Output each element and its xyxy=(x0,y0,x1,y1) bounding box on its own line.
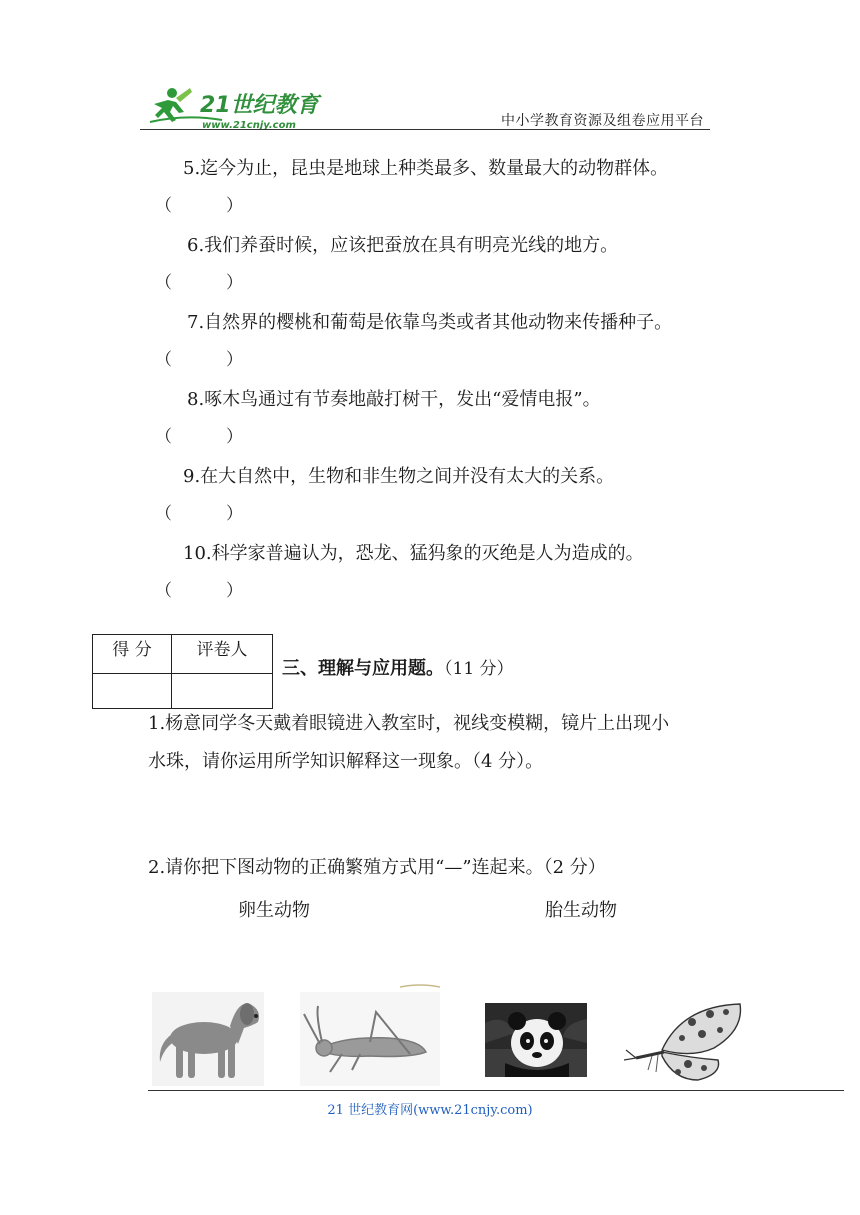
decorative-mark xyxy=(400,983,440,989)
answer-blank-10[interactable]: （ ） xyxy=(155,581,244,601)
answer-blank-9[interactable]: （ ） xyxy=(155,504,244,524)
question-1-line-1: 1.杨意同学冬天戴着眼镜进入教室时，视线变模糊，镜片上出现小 xyxy=(148,713,670,734)
section-title-text: 三、理解与应用题。 xyxy=(282,658,444,679)
label-viviparous: 胎生动物 xyxy=(545,900,617,921)
score-cell[interactable] xyxy=(93,674,172,709)
grader-cell[interactable] xyxy=(172,674,273,709)
statement-6: 6.我们养蚕时候，应该把蚕放在具有明亮光线的地方。 xyxy=(187,235,619,256)
logo-url-text: www.21cnjy.com xyxy=(202,120,296,131)
score-table xyxy=(92,634,273,709)
statement-10: 10.科学家普遍认为，恐龙、猛犸象的灭绝是人为造成的。 xyxy=(183,543,644,564)
footer-text[interactable]: 21 世纪教育网(www.21cnjy.com) xyxy=(327,1103,533,1118)
grasshopper-image[interactable] xyxy=(300,992,440,1086)
answer-blank-8[interactable]: （ ） xyxy=(155,427,244,447)
answer-blank-6[interactable]: （ ） xyxy=(155,273,244,293)
question-1-line-2: 水珠，请你运用所学知识解释这一现象。（4 分）。 xyxy=(148,751,544,772)
bottom-divider xyxy=(148,1090,844,1091)
butterfly-image[interactable] xyxy=(622,1000,746,1084)
answer-blank-7[interactable]: （ ） xyxy=(155,350,244,370)
statement-9: 9.在大自然中，生物和非生物之间并没有太大的关系。 xyxy=(183,466,615,487)
dog-image[interactable] xyxy=(152,992,264,1086)
grader-label: 评卷人 xyxy=(172,635,273,674)
label-oviparous: 卵生动物 xyxy=(238,900,310,921)
score-label: 得 分 xyxy=(93,635,172,674)
section-title xyxy=(282,654,514,680)
statement-7: 7.自然界的樱桃和葡萄是依靠鸟类或者其他动物来传播种子。 xyxy=(187,312,673,333)
answer-blank-5[interactable]: （ ） xyxy=(155,196,244,216)
question-2: 2.请你把下图动物的正确繁殖方式用“—”连起来。（2 分） xyxy=(148,857,606,878)
platform-text: 中小学教育资源及组卷应用平台 xyxy=(501,113,704,129)
header-divider xyxy=(140,129,710,130)
site-logo xyxy=(146,82,346,132)
panda-image[interactable] xyxy=(485,1003,587,1077)
statement-8: 8.啄木鸟通过有节奏地敲打树干，发出“爱情电报”。 xyxy=(187,389,601,410)
section-points: （11 分） xyxy=(444,659,514,679)
logo-main-text: 21世纪教育 xyxy=(200,93,319,118)
statement-5: 5.迄今为止，昆虫是地球上种类最多、数量最大的动物群体。 xyxy=(183,158,669,179)
